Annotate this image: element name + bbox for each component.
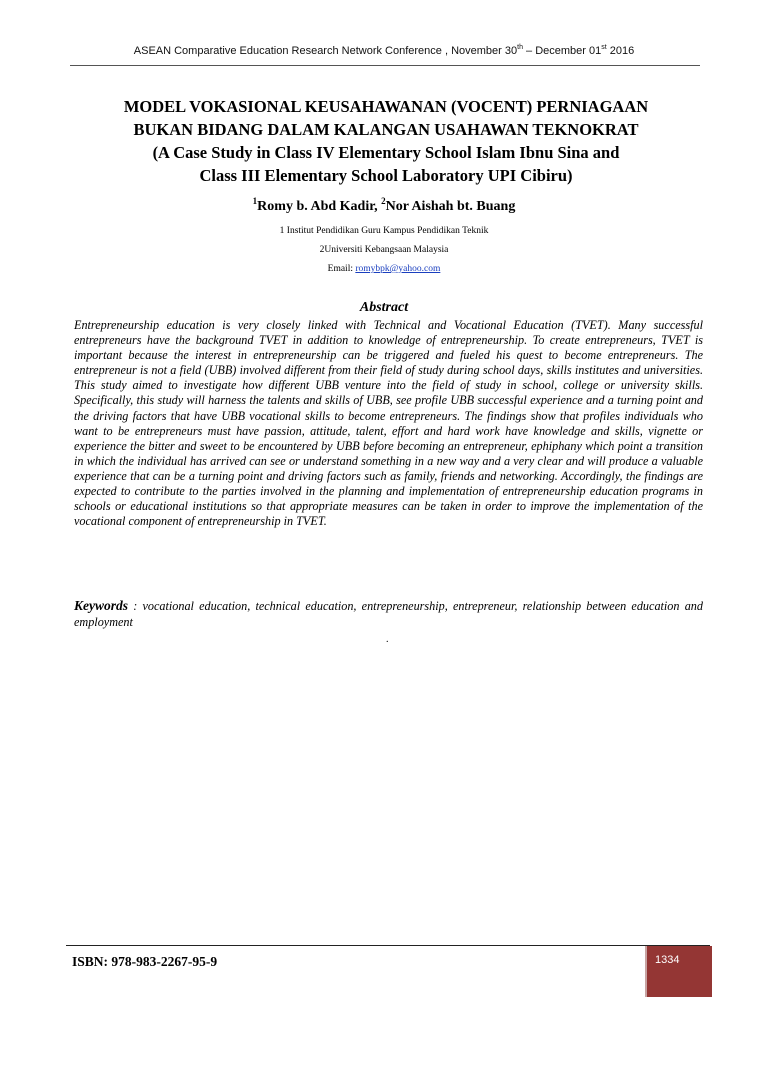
header-text-main: ASEAN Comparative Education Research Network Conference , November 30 [133, 45, 518, 57]
stray-dot: . [386, 634, 389, 645]
title-line-4: Class III Elementary School Laboratory UPI Cibiru) [199, 166, 573, 185]
header-sup-th: th [517, 44, 523, 51]
running-header [0, 44, 768, 57]
header-text-end: 2016 [606, 45, 635, 57]
header-text-mid: – December 01 [522, 45, 602, 57]
title-line-3: (A Case Study in Class IV Elementary School Islam Ibnu Sina and [152, 143, 620, 162]
email-line [0, 264, 768, 274]
keywords-label: Keywords [74, 598, 128, 613]
keywords-paragraph [74, 598, 703, 630]
author-2-name: Nor Aishah bt. Buang [385, 199, 516, 214]
page-number: 1334 [655, 954, 680, 966]
keywords-text: : vocational education, technical education, entrepreneurship, entrepreneur, relationship between education and employment [74, 599, 703, 629]
header-sup-st: st [601, 44, 607, 51]
header-divider [70, 65, 700, 66]
affiliation-1: 1 Institut Pendidikan Guru Kampus Pendidikan Teknik [279, 226, 489, 236]
title-line-2: BUKAN BIDANG DALAM KALANGAN USAHAWAN TEKNOKRAT [133, 120, 639, 139]
author-1-name: Romy b. Abd Kadir, [257, 199, 382, 214]
page-number-box [645, 946, 712, 997]
affiliation-2: 2Universiti Kebangsaan Malaysia [319, 245, 449, 255]
footer-divider [66, 945, 710, 946]
abstract-body: Entrepreneurship education is very closely linked with Technical and Vocational Education (TVET). Many successful entrepreneurs have the background TVET in addition to knowledge of entrepreneurship. To create entrepreneurs, TVET is important because the interest in entrepreneurship can be triggered and fueled his quest to become entrepreneurs. The entrepreneur is not a field (UBB) involved different from their field of study during school days, skills institutes and universities. This study aimed to investigate how different UBB venture into the field of study in school, college or university skills. Specifically, this study will harness the talents and skills of UBB, see profile UBB successful experience and a turning point and the driving factors that have UBB vocational skills to become entrepreneurs. The findings show that profiles individuals who want to be entrepreneurs must have passion, attitude, talent, effort and hard work have knowledge and skills, vignette or experience the bitter and sweet to be encountered by UBB before becoming an entrepreneur, ephiphany which point a transition in which the individual has arrived can see or understand something in a new way and a very clear and will produce a valuable experience that can be a turning point and driving factors such as family, friends and networking. Accordingly, the findings are expected to contribute to the parties involved in the planning and implementation of entrepreneurship education programs in schools or educational institutions so that appropriate measures can be taken in order to improve the implementation of the vocational component of entrepreneurship in TVET. [74, 318, 703, 529]
email-link[interactable]: romybpk@yahoo.com [355, 264, 441, 274]
title-line-1: MODEL VOKASIONAL KEUSAHAWANAN (VOCENT) PERNIAGAAN [123, 97, 649, 116]
author-2-mark: 2 [381, 196, 386, 206]
paper-title [80, 95, 692, 187]
email-label: Email: [327, 264, 356, 274]
isbn-label: ISBN: 978-983-2267-95-9 [72, 954, 218, 969]
abstract-heading: Abstract [359, 300, 409, 315]
author-line [0, 196, 768, 215]
author-1-mark: 1 [252, 196, 258, 206]
